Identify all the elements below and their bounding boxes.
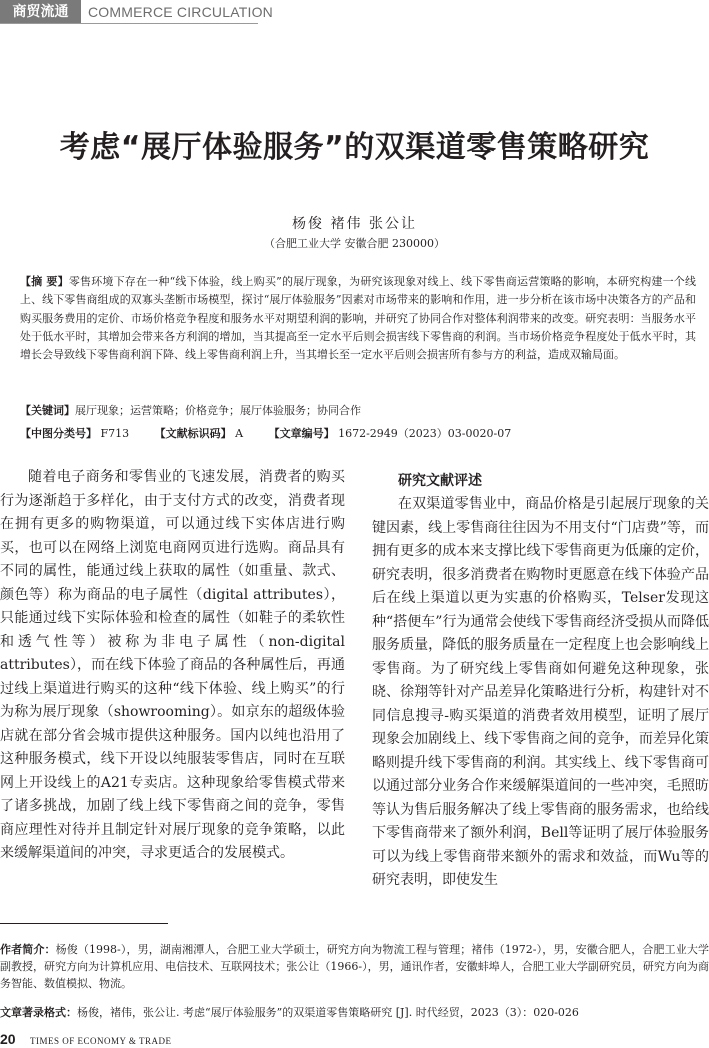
classification-line: [20, 425, 696, 443]
article-title: 考虑“展厅体验服务”的双渠道零售策略研究: [59, 130, 650, 165]
section-heading: 研究文献评述: [398, 473, 482, 489]
citation-format: [0, 1004, 709, 1021]
header-divider: [0, 23, 258, 24]
abstract-label: 【摘 要】: [20, 275, 69, 288]
keywords: [20, 402, 696, 420]
keywords-label: 【关键词】: [20, 404, 75, 417]
footnote-rule: [0, 923, 168, 924]
citation-label: 文章著录格式：: [0, 1006, 77, 1019]
author-footnote: [0, 941, 709, 992]
section-label: 商贸流通: [0, 0, 81, 24]
citation-text: 杨俊，褚伟，张公让. 考虑“展厅体验服务”的双渠道零售策略研究 [J]. 时代经贸，2023（3）：020-026: [77, 1006, 579, 1019]
right-column: [372, 469, 709, 893]
review-paragraph: 在双渠道零售业中，商品价格是引起展厅现象的关键因素，线上零售商往往因为不用支付“门店费”等，而拥有更多的成本来支撑比线下零售商更为低廉的定价，研究表明，很多消费者在购物时更愿意在线下体验产品后在线上渠道以更为实惠的价格购买，Telser发现这种“搭便车”行为通常会使线下零售商经济受损从而降低服务质量，降低的服务质量在一定程度上也会影响线上零售商。为了研究线上零售商如何避免这种现象，张晓、徐翔等针对产品差异化策略进行分析，构建针对不同信息搜寻-购买渠道的消费者效用模型，证明了展厅现象会加剧线上、线下零售商之间的竞争，而差异化策略则提升线下零售商的利润。其实线上、线下零售商可以通过部分业务合作来缓解渠道间的一些冲突，毛照昉等认为售后服务解决了线上零售商的服务需求，也给线下零售商带来了额外利润，Bell等证明了展厅体验服务可以为线上零售商带来额外的需求和效益，而Wu等的研究表明，即使发生: [372, 496, 709, 888]
page-number: 20: [0, 1031, 16, 1047]
article-number: 【文章编号】 1672-2949（2023）03-0020-07: [268, 427, 512, 440]
clc-code: 【中图分类号】 F713: [20, 427, 130, 440]
affiliation: （合肥工业大学 安徽合肥 230000）: [264, 237, 445, 250]
left-column: [0, 466, 345, 866]
document-code: 【文献标识码】 A: [154, 427, 244, 440]
journal-name: TIMES OF ECONOMY & TRADE: [30, 1036, 172, 1046]
section-label-english: COMMERCE CIRCULATION: [88, 4, 273, 20]
footnote-label: 作者简介：: [0, 943, 56, 956]
intro-paragraph: 随着电子商务和零售业的飞速发展，消费者的购买行为逐渐趋于多样化，由于支付方式的改变，消费者现在拥有更多的购物渠道，可以通过线下实体店进行购买，也可以在网络上浏览电商网页进行选购。商品具有不同的属性，能通过线上获取的属性（如重量、款式、颜色等）称为商品的电子属性（digital attributes），只能通过线下实际体验和检查的属性（如鞋子的柔软性和透气性等）被称为非电子属性（non-digital attributes），而在线下体验了商品的各种属性后，再通过线上渠道进行购买的这种“线下体验、线上购买”的行为称为展厅现象（showrooming）。如京东的超级体验店就在部分省会城市提供这种服务。国内以纯也沿用了这种服务模式，线下开设以纯服装零售店，同时在互联网上开设线上的A21专卖店。这种现象给零售模式带来了诸多挑战，加剧了线上线下零售商之间的竞争，零售商应理性对待并且制定针对展厅现象的竞争策略，以此来缓解渠道间的冲突，寻求更适合的发展模式。: [0, 469, 345, 861]
abstract: [20, 273, 696, 364]
abstract-text: 零售环境下存在一种“线下体验，线上购买”的展厅现象，为研究该现象对线上、线下零售商运营策略的影响，本研究构建一个线上、线下零售商组成的双寡头垄断市场模型，探讨“展厅体验服务”因素对市场带来的影响和作用，进一步分析在该市场中决策各方的产品和购买服务费用的定价、市场价格竞争程度和服务水平对期望利润的影响，并研究了协同合作对整体利润带来的改变。研究表明：当服务水平处于低水平时，其增加会带来各方利润的增加，当其提高至一定水平后则会损害线下零售商的利润。当市场价格竞争程度处于低水平时，其增长会导致线下零售商利润下降、线上零售商利润上升，当其增长至一定水平后则会损害所有参与方的利益，造成双输局面。: [20, 275, 696, 362]
footnote-text: 杨俊（1998-），男，湖南湘潭人，合肥工业大学硕士，研究方向为物流工程与管理；褚伟（1972-），男，安徽合肥人，合肥工业大学副教授，研究方向为计算机应用、电信技术、互联网技术；张公让（1966-），男，通讯作者，安徽蚌埠人，合肥工业大学副研究员，研究方向为商务智能、数值模拟、物流。: [0, 943, 709, 990]
authors: 杨俊 褚伟 张公让: [292, 216, 417, 232]
keywords-text: 展厅现象；运营策略；价格竞争；展厅体验服务；协同合作: [75, 404, 361, 417]
